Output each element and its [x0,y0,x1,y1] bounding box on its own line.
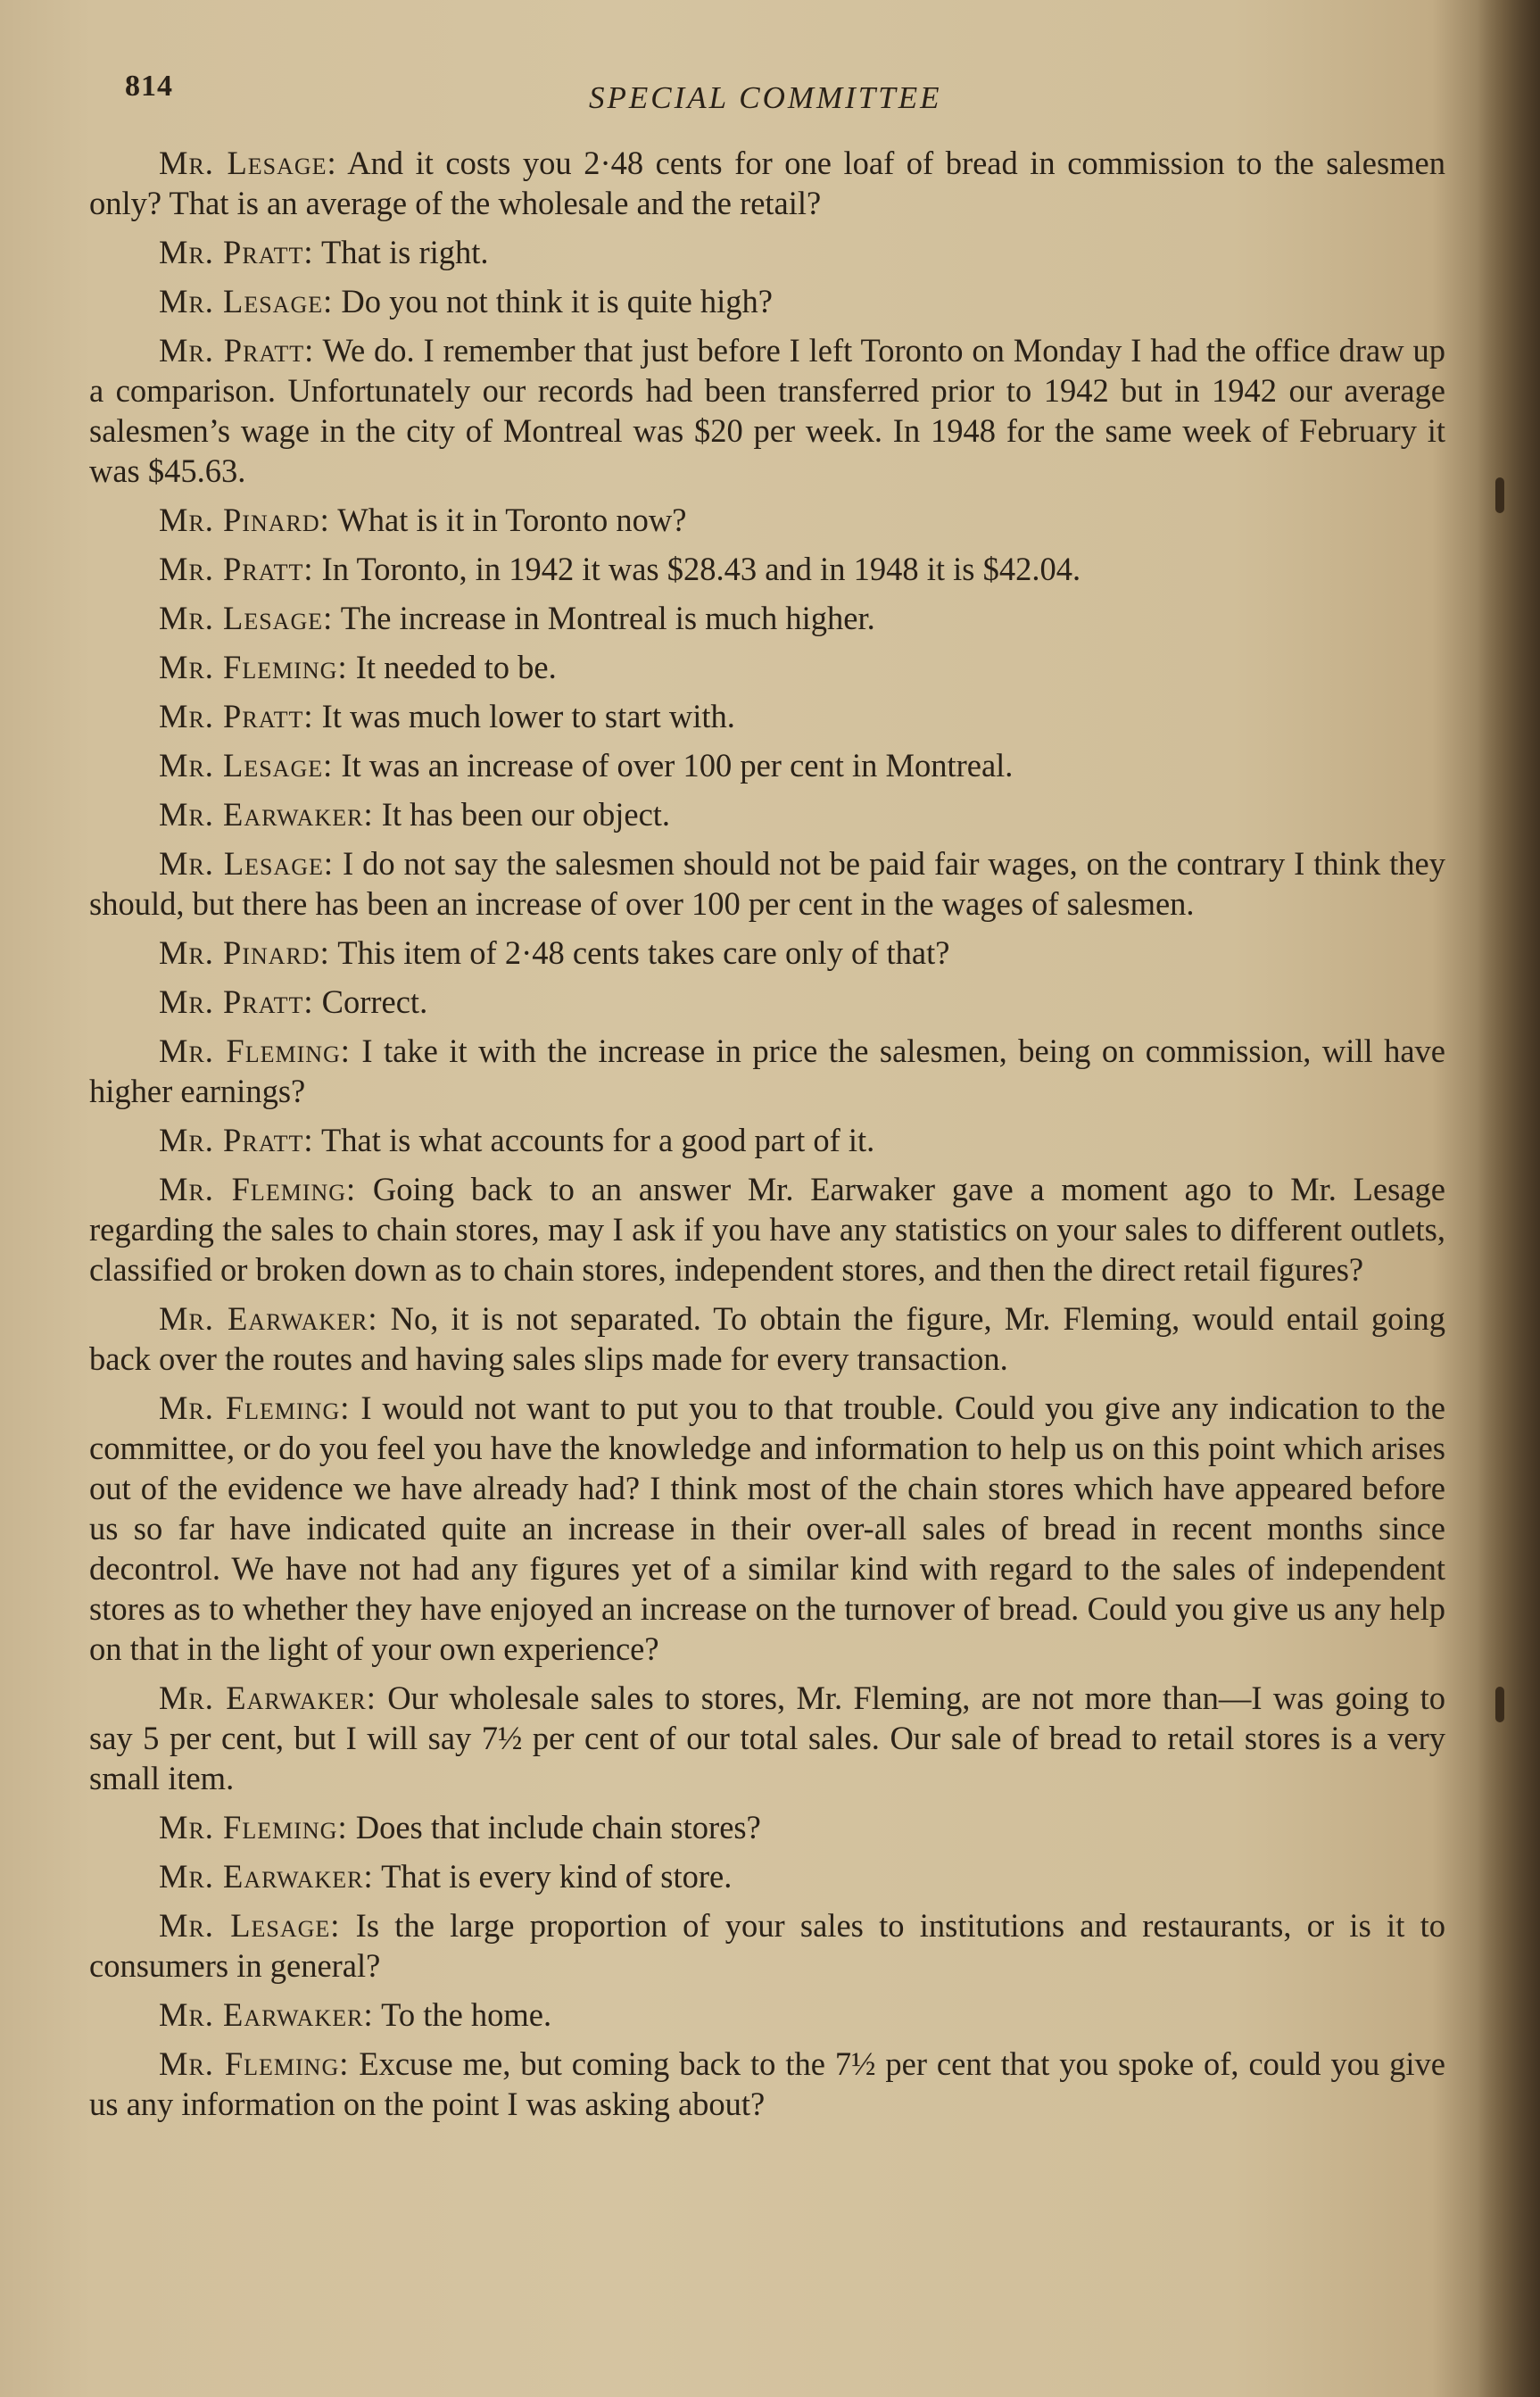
paragraph-text: What is it in Toronto now? [329,502,687,538]
speaker-name: Mr. Earwaker: [159,796,374,833]
page-header [125,70,1445,123]
paragraph-text: I do not say the salesmen should not be paid fair wages, on the contrary I think they should, but there has been an increase of over 100 per cent in the wages of salesmen. [89,845,1445,922]
speaker-name: Mr. Earwaker: [159,1300,378,1337]
margin-mark [1495,1687,1504,1722]
paragraph-text: I would not want to put you to that trouble. Could you give any indication to the committee, or do you feel you have the knowledge and information to help us on this point which arises out of the evidence we have already had? I think most of the chain stores which have appeared before us so far have indicated quite an increase in their over-all sales of bread in recent months since decontrol. We have not had any figures yet of a similar kind with regard to the sales of independent stores as to whether they have enjoyed an increase on the turnover of bread. Could you give us any help on that in the light of your own experience? [89,1389,1445,1667]
speaker-name: Mr. Pratt: [159,1122,314,1158]
running-head: SPECIAL COMMITTEE [589,80,942,115]
paragraph [89,1031,1445,1111]
paragraph-text: We do. I remember that just before I left Toronto on Monday I had the office draw up a comparison. Unfortunately our records had been transferred prior to 1942 but in 1942 our average salesmen’s wage in the city of Montreal was $20 per week. In 1948 for the same week of February it was $45.63. [89,332,1445,489]
paragraph [89,330,1445,491]
paragraph-text: Does that include chain stores? [347,1809,761,1845]
paragraph-text: In Toronto, in 1942 it was $28.43 and in 1948 it is $42.04. [313,551,1081,587]
speaker-name: Mr. Earwaker: [159,1858,374,1895]
paragraph [89,598,1445,638]
speaker-name: Mr. Lesage: [159,1907,341,1944]
paragraph [89,1856,1445,1896]
paragraph [89,982,1445,1022]
paragraph-text: Going back to an answer Mr. Earwaker gave a moment ago to Mr. Lesage regarding the sales to chain stores, may I ask if you have any statistics on your sales to different outlets, classified or broken down as to chain stores, independent stores, and then the direct retail figures? [89,1171,1445,1288]
paragraph [89,1807,1445,1847]
transcript-body [89,143,1445,2133]
paragraph-text: Is the large proportion of your sales to institutions and restaurants, or is it to consumers in general? [89,1907,1445,1984]
speaker-name: Mr. Pinard: [159,502,330,538]
paragraph [89,232,1445,272]
paragraph [89,1169,1445,1290]
speaker-name: Mr. Pratt: [159,983,314,1020]
speaker-name: Mr. Pratt: [159,698,314,734]
paragraph [89,1995,1445,2035]
paragraph [89,1120,1445,1160]
paragraph-text: It needed to be. [347,649,557,685]
speaker-name: Mr. Earwaker: [159,1680,377,1716]
speaker-name: Mr. Lesage: [159,145,337,181]
paragraph [89,1388,1445,1669]
paragraph [89,933,1445,973]
speaker-name: Mr. Fleming: [159,1809,348,1845]
book-spine-shadow [1478,0,1540,2397]
speaker-name: Mr. Fleming: [159,1389,351,1426]
paragraph-text: No, it is not separated. To obtain the figure, Mr. Fleming, would entail going back over the routes and having sales slips made for every transaction. [89,1300,1445,1377]
paragraph [89,549,1445,589]
margin-mark [1495,477,1504,513]
paragraph [89,696,1445,736]
paragraph-text: That is every kind of store. [373,1858,733,1895]
paragraph-text: Excuse me, but coming back to the 7½ per cent that you spoke of, could you give us any information on the point I was asking about? [89,2045,1445,2122]
paragraph [89,1298,1445,1379]
paragraph-text: The increase in Montreal is much higher. [333,600,875,636]
paragraph [89,143,1445,223]
paragraph [89,2044,1445,2124]
paragraph-text: That is right. [313,234,489,270]
paragraph [89,1905,1445,1986]
speaker-name: Mr. Fleming: [159,1171,357,1207]
paragraph-text: It has been our object. [373,796,671,833]
speaker-name: Mr. Fleming: [159,2045,350,2082]
speaker-name: Mr. Pratt: [159,551,314,587]
paragraph-text: I take it with the increase in price the salesmen, being on commission, will have higher earnings? [89,1033,1445,1109]
speaker-name: Mr. Lesage: [159,283,334,319]
paragraph-text: And it costs you 2·48 cents for one loaf of bread in commission to the salesmen only? That is an average of the wholesale and the retail? [89,145,1445,221]
paragraph [89,843,1445,924]
paragraph-text: To the home. [373,1996,552,2033]
speaker-name: Mr. Fleming: [159,649,348,685]
paragraph-text: It was an increase of over 100 per cent in Montreal. [333,747,1014,784]
paragraph-text: This item of 2·48 cents takes care only of that? [329,934,950,971]
page-number: 814 [125,70,173,103]
paragraph [89,1678,1445,1798]
paragraph-text: Correct. [313,983,428,1020]
paragraph-text: Do you not think it is quite high? [333,283,773,319]
paragraph [89,500,1445,540]
paragraph [89,647,1445,687]
speaker-name: Mr. Pinard: [159,934,330,971]
speaker-name: Mr. Fleming: [159,1033,351,1069]
speaker-name: Mr. Pratt: [159,234,314,270]
paragraph [89,281,1445,321]
paragraph [89,794,1445,834]
speaker-name: Mr. Earwaker: [159,1996,374,2033]
speaker-name: Mr. Lesage: [159,747,334,784]
speaker-name: Mr. Lesage: [159,600,334,636]
speaker-name: Mr. Lesage: [159,845,335,882]
paragraph [89,745,1445,785]
speaker-name: Mr. Pratt: [159,332,315,369]
paragraph-text: Our wholesale sales to stores, Mr. Fleming, are not more than—I was going to say 5 per cent, but I will say 7½ per cent of our total sales. Our sale of bread to retail stores is a very small item. [89,1680,1445,1796]
paragraph-text: It was much lower to start with. [313,698,735,734]
paragraph-text: That is what accounts for a good part of it. [313,1122,875,1158]
